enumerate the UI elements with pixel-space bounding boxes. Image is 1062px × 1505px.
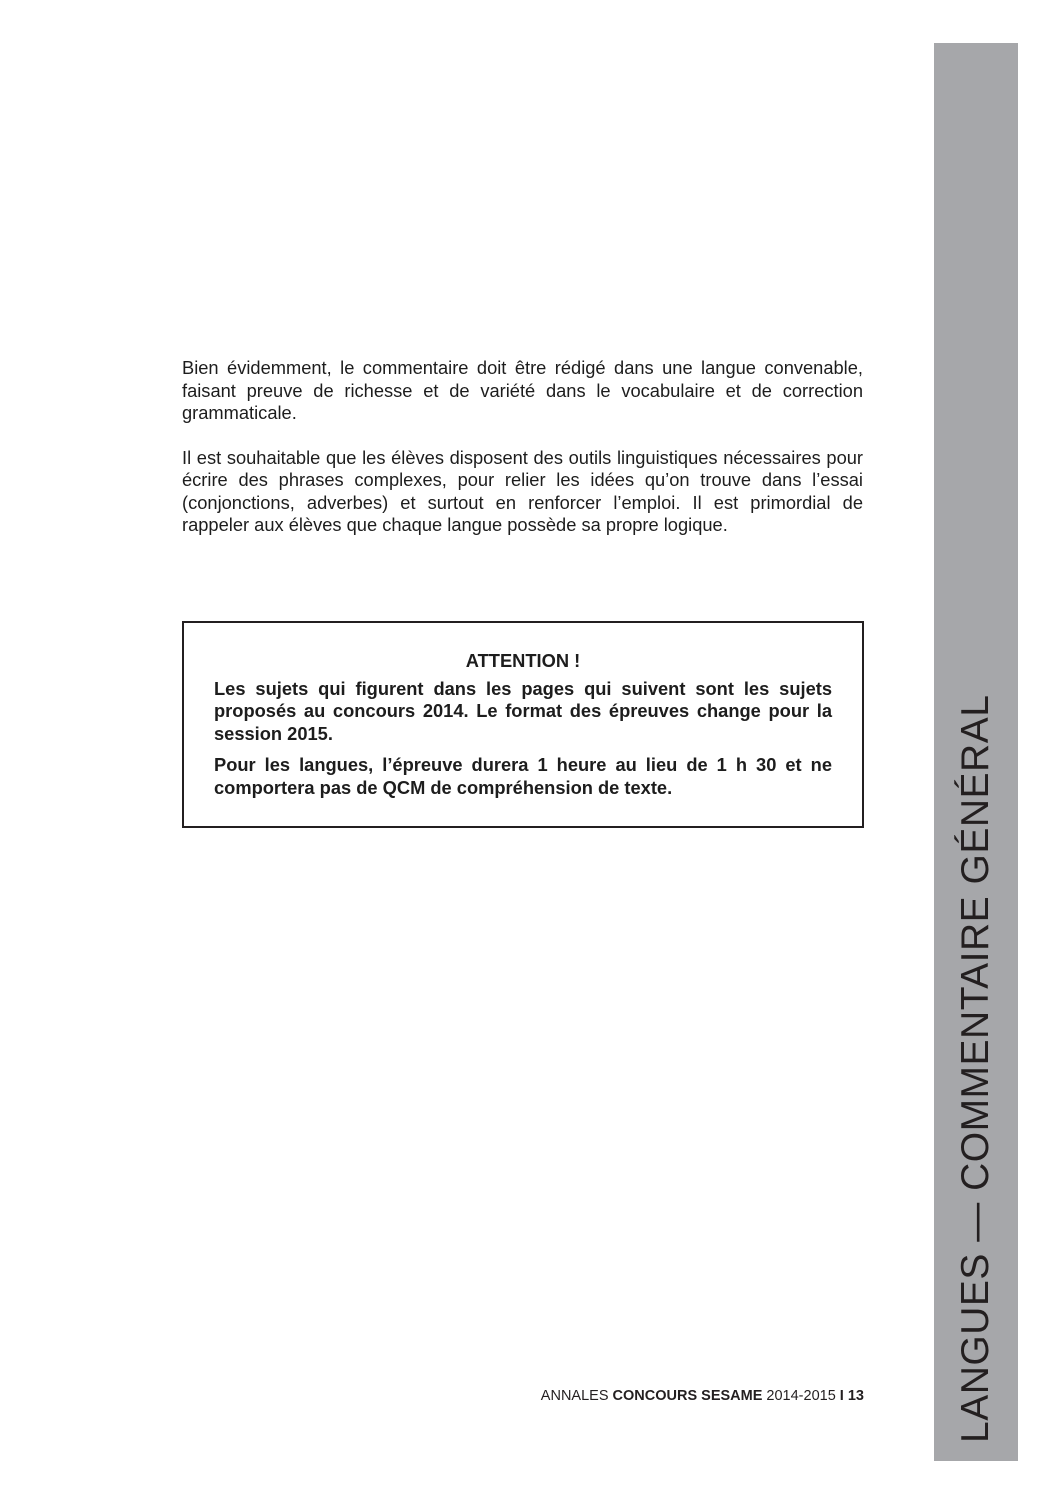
notice-paragraph-2: Pour les langues, l’épreuve durera 1 heure au lieu de 1 h 30 et ne comportera pas de QCM de compréhension de texte. — [214, 754, 832, 798]
footer-years: 2014-2015 — [762, 1388, 840, 1404]
body-text — [182, 357, 863, 559]
body-paragraph-1: Bien évidemment, le commentaire doit être rédigé dans une langue convenable, faisant preuve de richesse et de variété dans le vocabulaire et de correction grammaticale. — [182, 357, 863, 423]
notice-title: ATTENTION ! — [465, 650, 581, 671]
section-side-band — [934, 43, 1018, 1461]
footer-brand: CONCOURS SESAME — [612, 1388, 763, 1404]
footer-separator: I — [839, 1388, 844, 1404]
page-number: 13 — [847, 1388, 864, 1404]
section-title-vertical: LANGUES — COMMENTAIRE GÉNÉRAL — [954, 694, 997, 1443]
page-footer — [541, 1388, 864, 1404]
attention-notice-box — [182, 621, 864, 828]
notice-paragraph-1: Les sujets qui figurent dans les pages qui suivent sont les sujets proposés au concours 2014. Le format des épreuves change pour la session 2015. — [214, 677, 832, 744]
footer-prefix: ANNALES — [540, 1388, 613, 1404]
body-paragraph-2: Il est souhaitable que les élèves disposent des outils linguistiques nécessaires pour écrire des phrases complexes, pour relier les idées qu’on trouve dans l’essai (conjonctions, adverbes) et surtout en renforcer l’emploi. Il est primordial de rappeler aux élèves que chaque langue possède sa propre logique. — [182, 446, 863, 535]
